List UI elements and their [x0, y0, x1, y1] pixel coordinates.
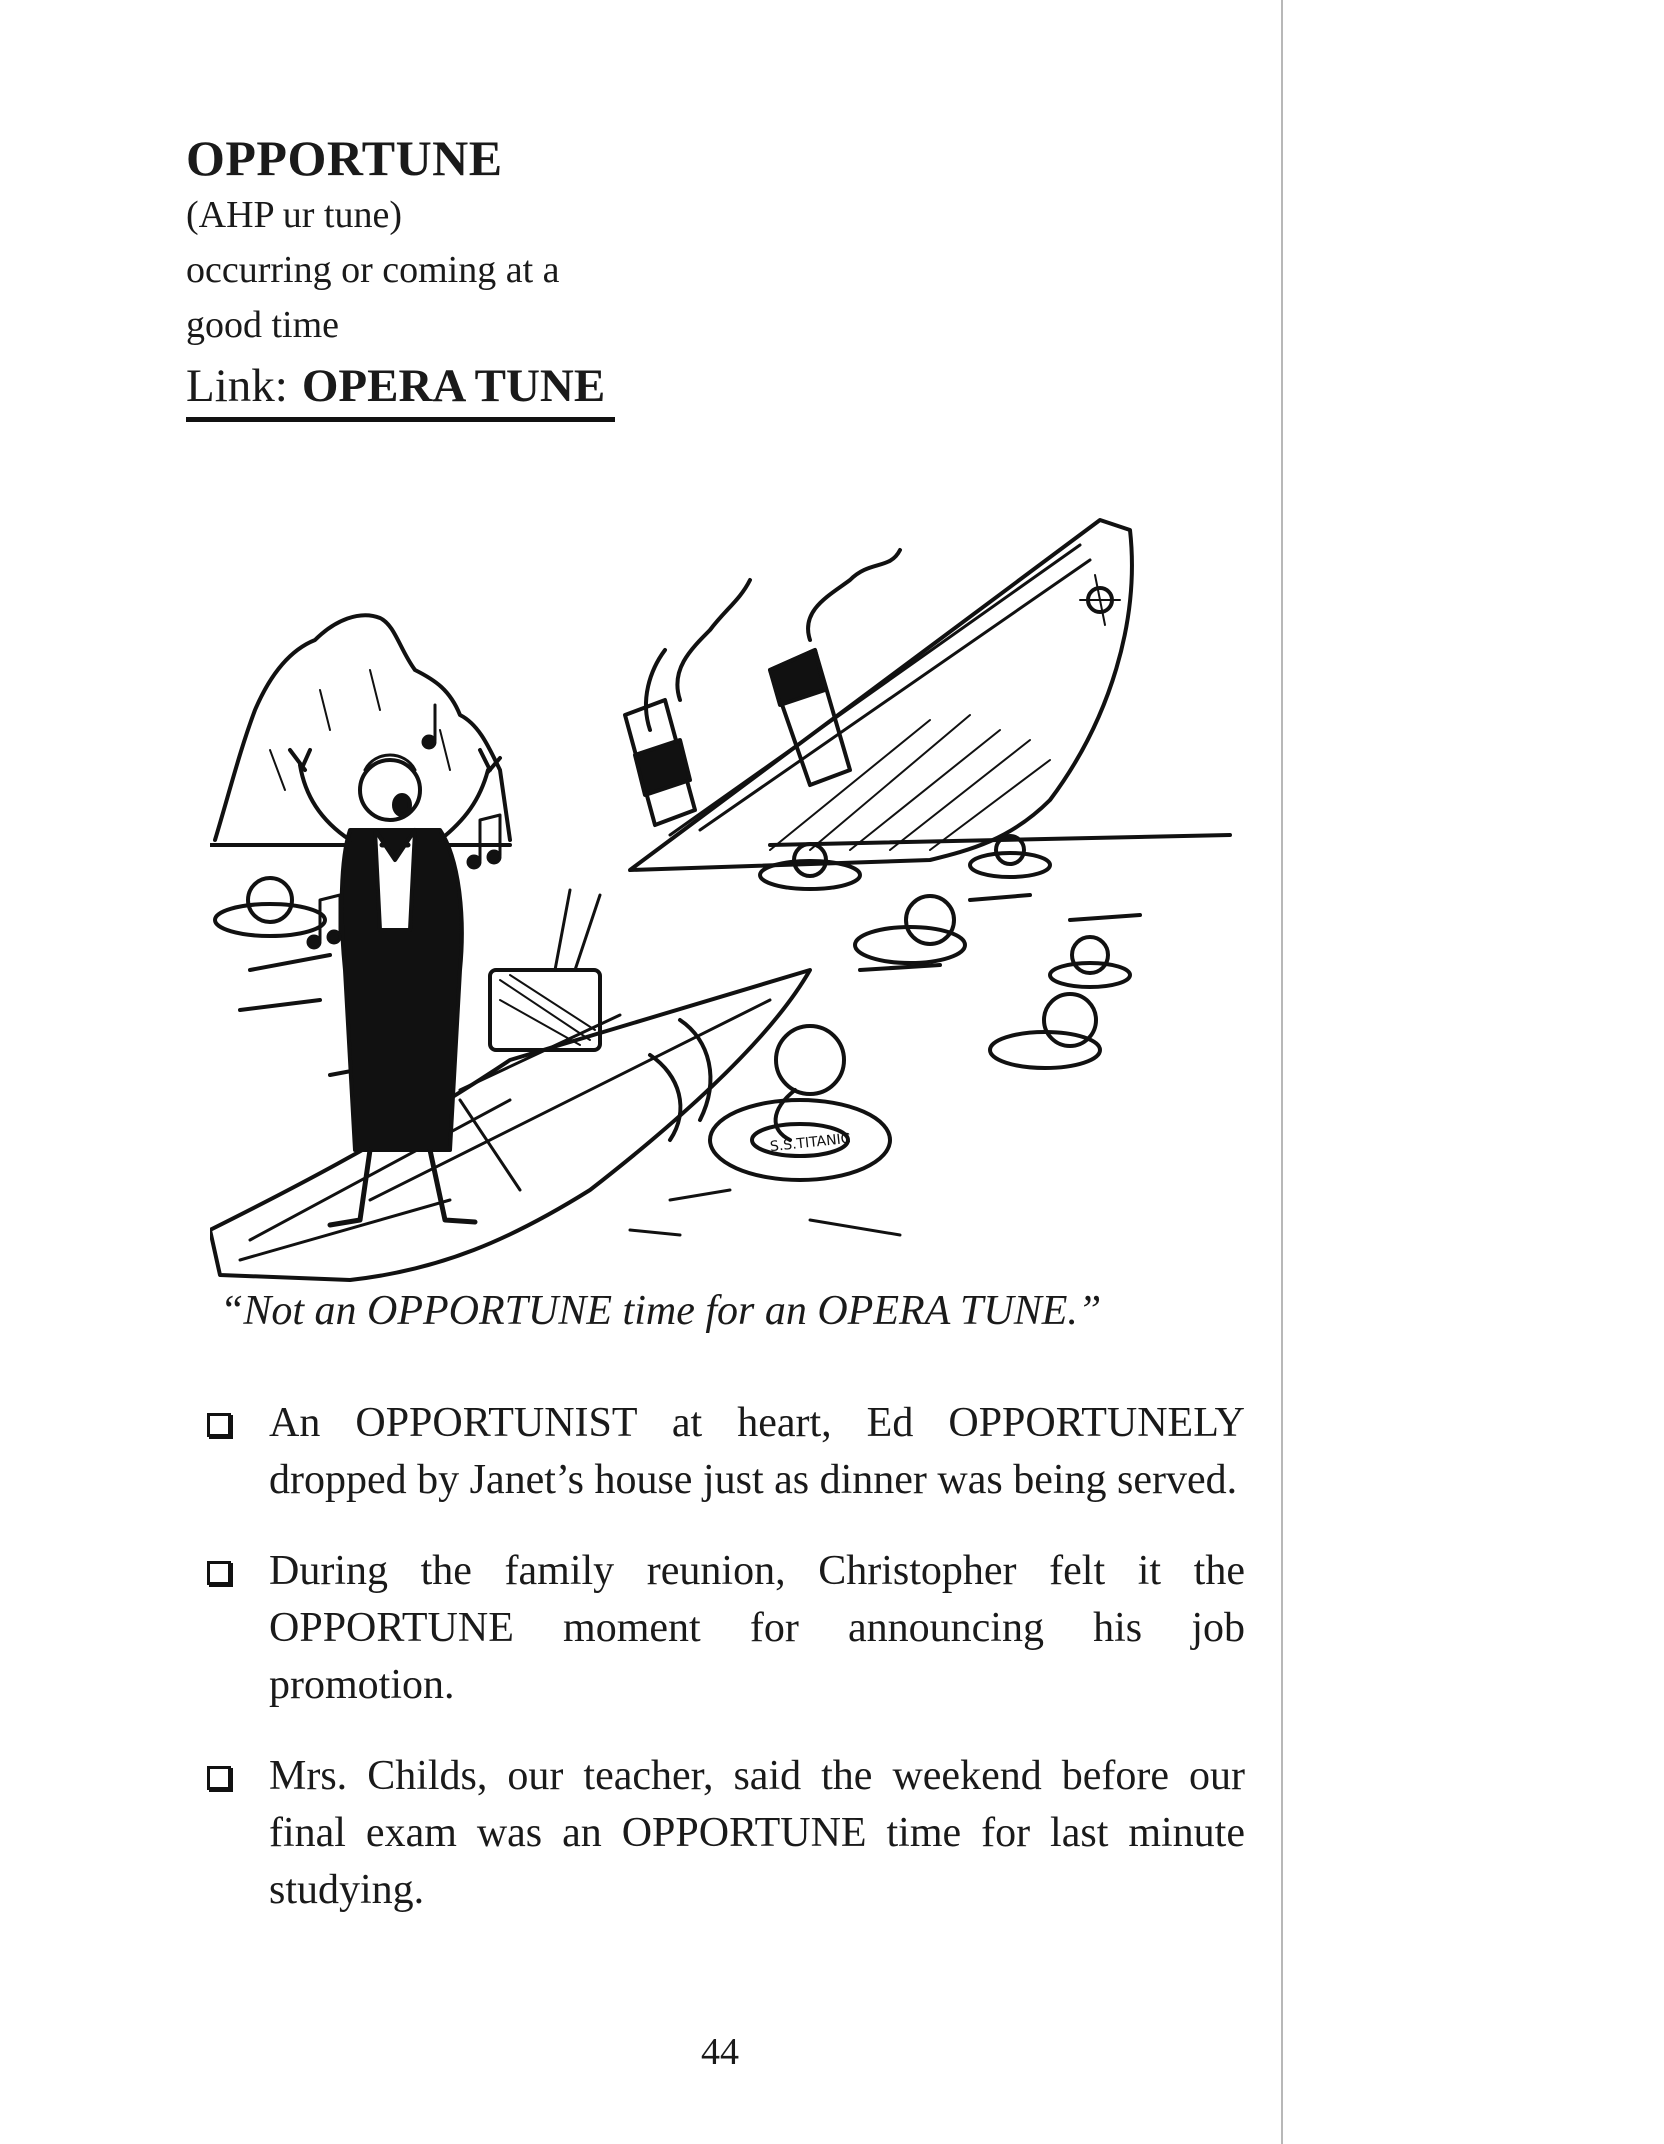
- checkbox-icon: [207, 1561, 231, 1585]
- ship-hull: [630, 520, 1132, 870]
- example-text: An OPPORTUNIST at heart, Ed OPPORTUNELY dropped by Janet’s house just as dinner was being served.: [269, 1400, 1245, 1503]
- link-word: OPERA TUNE: [301, 360, 606, 412]
- example-sentences: [205, 1395, 1245, 1953]
- illustration-caption: “Not an OPPORTUNE time for an OPERA TUNE.”: [220, 1288, 1102, 1334]
- rowboat: [210, 970, 810, 1280]
- list-item: [205, 1395, 1245, 1509]
- definition-line-1: occurring or coming at a: [186, 249, 560, 291]
- checkbox-icon: [207, 1413, 231, 1437]
- vocabulary-entry-header: [186, 128, 746, 422]
- pronunciation: (AHP ur tune): [186, 194, 402, 236]
- link-row: [186, 355, 615, 422]
- page-number: 44: [701, 2031, 739, 2073]
- example-text: Mrs. Childs, our teacher, said the weekend before our final exam was an OPPORTUNE time for last minute studying.: [269, 1753, 1245, 1913]
- list-item: [205, 1543, 1245, 1714]
- cartoon-illustration: [210, 500, 1240, 1290]
- list-item: [205, 1748, 1245, 1919]
- page-margin-rule: [1281, 0, 1283, 2144]
- definition-line-2: good time: [186, 304, 340, 346]
- headword: OPPORTUNE: [186, 130, 503, 186]
- checkbox-icon: [207, 1766, 231, 1790]
- opera-singer-figure: [290, 750, 500, 1225]
- lifebuoy-label: S.S.TITANIC: [769, 1130, 852, 1156]
- example-text: During the family reunion, Christopher felt it the OPPORTUNE moment for announcing his job promotion.: [269, 1548, 1245, 1708]
- link-label: Link:: [186, 360, 288, 412]
